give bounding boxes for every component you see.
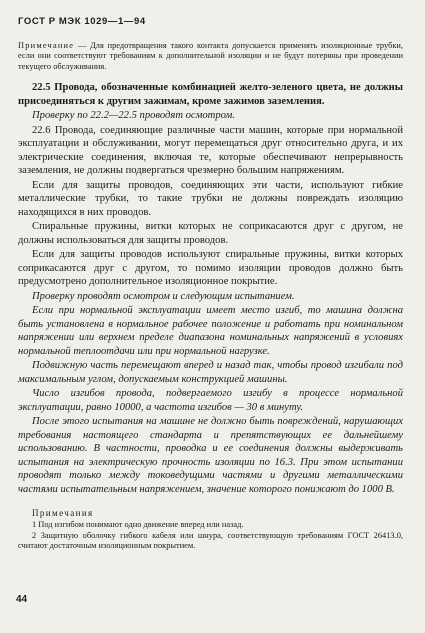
paragraph-p8: Если при нормальной эксплуатации имеет место изгиб, то машина должна быть установлена в нормальное рабочее положение и работать при номинальном напряжении или верхнем пределе диапазона номинальных напряжений в условиях нормальной теплоотдачи или при нормальной нагрузке. [18, 305, 403, 357]
paragraph-p3: 22.6 Провода, соединяющие различные части машин, которые при нормальной эксплуатации и обслуживании, могут перемещаться друг относительно друга, и их электрические соединения, включая те, которые обеспечивают непрерывность заземления, не должны подвергаться чрезмерно большим напряжениям. [18, 124, 403, 177]
paragraph-p5: Спиральные пружины, витки которых не соприкасаются друг с другом, не должны использоваться для защиты проводов. [18, 221, 403, 246]
paragraph-p9: Подвижную часть перемещают вперед и назад так, чтобы провод изгибали под максимальным углом, допускаемым конструкцией машины. [18, 360, 403, 385]
paragraph-p11: После этого испытания на машине не должно быть повреждений, нарушающих требования настоящего стандарта и препятствующих ее дальнейшему использованию. В частности, проводка и ее соединения должны выдерживать испытания на электрическую прочность изоляции по 16.3. При этом испытании проводят только между токоведущими частями и другими металлическими частями испытательным напряжением, значение которого понижают до 1000 В. [18, 416, 403, 495]
paragraph-p7: Проверку проводят осмотром и следующим испытанием. [32, 290, 295, 302]
note-n1: 1 Под изгибом понимают одно движение вперед или назад. [32, 520, 244, 530]
paragraph-p10: Число изгибов провода, подвергаемого изгибу в процессе нормальной эксплуатации, равно 10000, а частота изгибов — 30 в минуту. [18, 388, 403, 413]
notes-title: Примечания [32, 508, 94, 519]
top-note [18, 41, 403, 72]
top-note-text: — Для предотвращения такого контакта допускается применять изоляционные трубки, если они соответствуют требованиям к дополнительной изоляции и не будут потеряны при проведении текущего обслуживания. [18, 41, 403, 71]
paragraph-p4: Если для защиты проводов, соединяющих эти части, используют гибкие металлические трубки, то такие трубки не должны повреждать изоляцию находящихся в них проводов. [18, 179, 403, 218]
paragraph-p1: 22.5 Провода, обозначенные комбинацией желто-зеленого цвета, не должны присоединяться к другим зажимам, кроме зажимов заземления. [18, 82, 403, 107]
top-note-label: Примечание [18, 41, 75, 50]
paragraph-p6: Если для защиты проводов используют спиральные пружины, витки которых соприкасаются друг с другом, то помимо изоляции проводов должно быть предусмотрено дополнительное изоляционное покрытие. [18, 249, 403, 288]
note-n2: 2 Защитную оболочку гибкого кабеля или шнура, соответствующую требованиям ГОСТ 26413.0, считают достаточным изоляционным покрытием. [18, 530, 403, 551]
paragraph-p2: Проверку по 22.2—22.5 проводят осмотром. [32, 110, 235, 122]
notes-list [18, 520, 403, 552]
page-number: 44 [16, 594, 28, 605]
body-text [18, 81, 403, 496]
standard-header: ГОСТ Р МЭК 1029—1—94 [18, 16, 146, 27]
